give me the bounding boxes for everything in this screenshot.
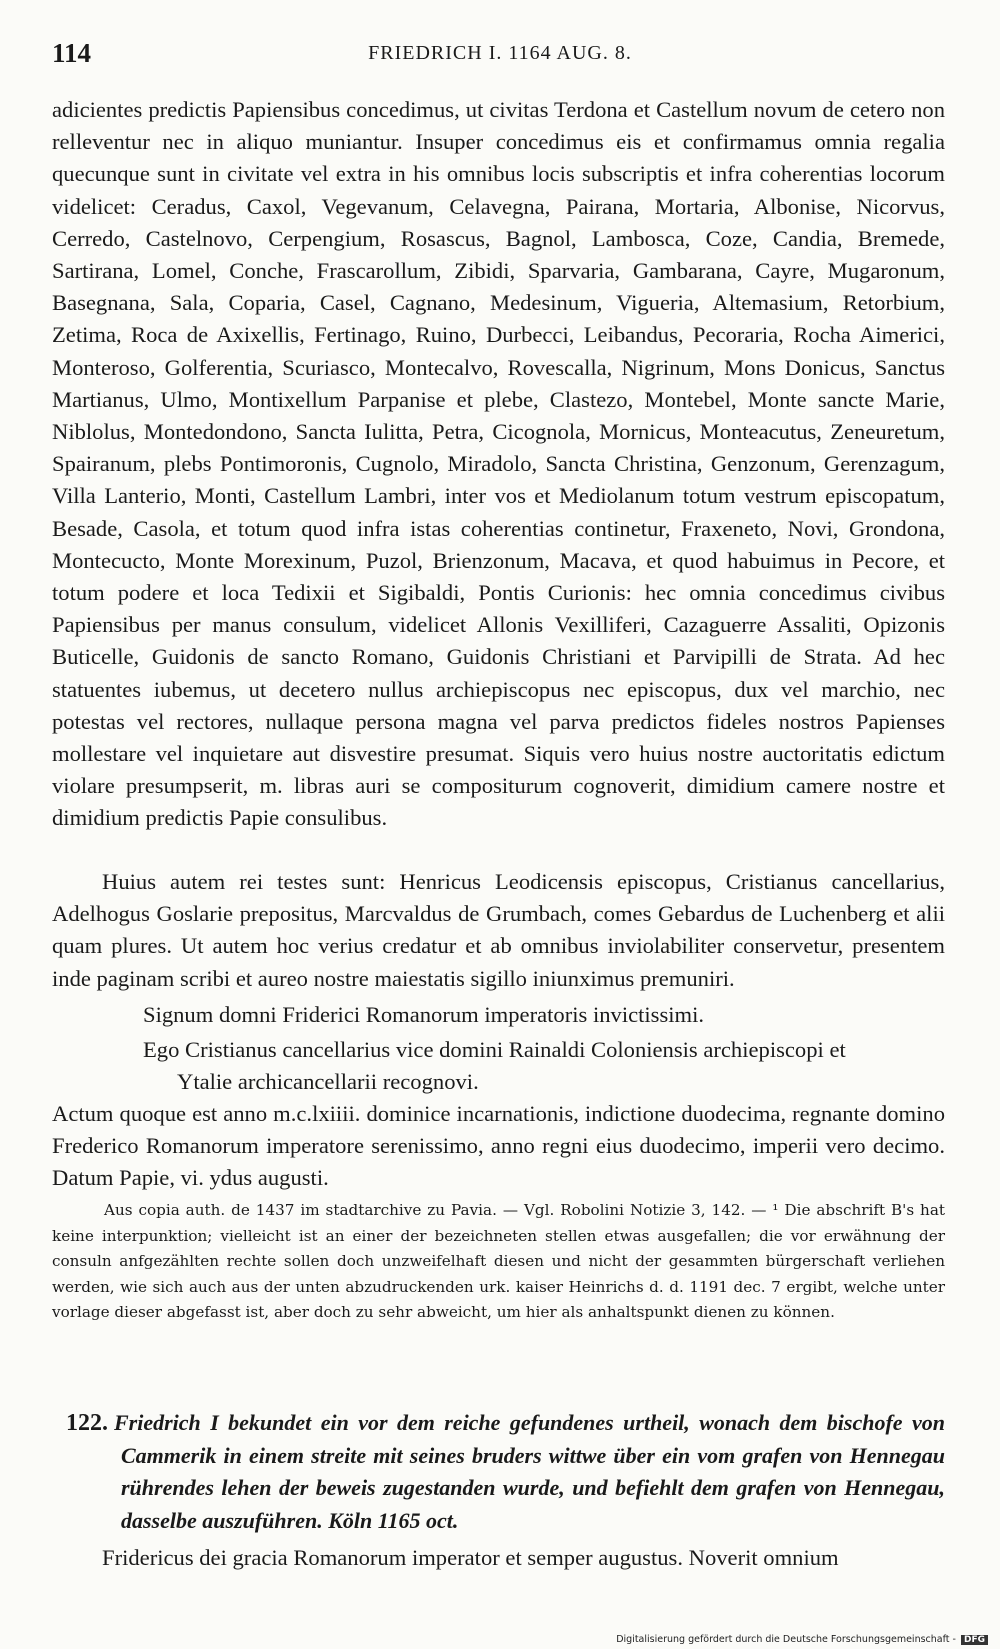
page-header — [52, 38, 948, 72]
running-title: FRIEDRICH I. 1164 AUG. 8. — [368, 42, 632, 64]
entry-number: 122. — [66, 1410, 108, 1436]
witness-paragraph: Huius autem rei testes sunt: Henricus Leodicensis episcopus, Cristianus cancellarius, Adelhogus Goslarie prepositus, Marcvaldus de Grumbach, comes Gebardus de Luchenberg et alii quam plures. Ut autem hoc verius credatur et ab omnibus inviolabiliter conservetur, presentem inde paginam scribi et aureo nostre maiestatis sigillo iniunximus premuniri. — [52, 869, 945, 991]
entry-summary: Friedrich I bekundet ein vor dem reiche gefundenes urtheil, wonach dem bischofe von Cammerik in einem streite mit seines bruders wittwe über ein vom grafen von Hennegau rührendes lehen der beweis zugestanden wurde, und befiehlt dem grafen von Hennegau, dasselbe auszuführen. Köln 1165 oct. — [114, 1410, 945, 1533]
recognition-line: Ego Cristianus cancellarius vice domini Rainaldi Coloniensis archiepiscopi et — [143, 1037, 846, 1062]
charter-text-paragraph: adicientes predictis Papiensibus concedimus, ut civitas Terdona et Castellum novum de cetero non relleventur nec in aliquo muniantur. Insuper concedimus eis et confirmamus omnia regalia quecunque sunt in civitate vel extra in his omnibus locis subscriptis et infra coherentias locorum videlicet: Ceradus, Caxol, Vegevanum, Celavegna, Pairana, Mortaria, Albonise, Nicorvus, Cerredo, Castelnovo, Cerpengium, Rosascus, Bagnol, Lambosca, Coze, Candia, Bremede, Sartirana, Lomel, Conche, Frascarollum, Zibidi, Sparvaria, Gambarana, Cayre, Mugaronum, Basegnana, Sala, Coparia, Casel, Cagnano, Medesinum, Vigueria, Altemasium, Retorbium, Zetima, Roca de Axixellis, Fertinago, Ruino, Durbecci, Leibandus, Pecoraria, Rocha Aimerici, Monteroso, Golferentia, Scuriasco, Montecalvo, Rovescalla, Nigrinum, Mons Donicus, Sanctus Martianus, Ulmo, Montixellum Parpanise et plebe, Clastezo, Montebel, Monte sancte Marie, Niblolus, Montedondono, Sancta Iulitta, Petra, Cicognola, Mornicus, Monteacutus, Zeneuretum, Spairanum, plebs Pontimoronis, Cugnolo, Miradolo, Sancta Christina, Genzonum, Gerenzagum, Villa Lanterio, Monti, Castellum Lambri, inter vos et Mediolanum totum vestrum episcopatum, Besade, Casola, et totum quod infra istas coherentias continetur, Fraxeneto, Novi, Grondona, Montecucto, Monte Morexinum, Puzol, Brienzonum, Macava, et quod habuimus in Pecore, et totum podere et loca Tedixii et Sigibaldi, Pontis Curionis: hec omnia concedimus civibus Papiensibus per manus consulum, videlicet Allonis Vexilliferi, Cazaguerre Assaliti, Opizonis Buticelle, Guidonis de sancto Romano, Guidonis Christiani et Parvipilli de Strata. Ad hec statuentes iubemus, ut decetero nullus archiepiscopus nec episcopus, dux vel marchio, nec potestas vel rectores, nullaque persona magna vel parva predictos fideles nostros Papienses mollestare vel inquietare aut disvestire presumat. Siquis vero huius nostre auctoritatis edictum violare presumpserit, m. libras auri se compositurum cognoverit, dimidium camere nostre et dimidium predictis Papie consulibus. — [52, 97, 945, 831]
dfg-logo-icon: DFG — [961, 1635, 988, 1645]
recognition-block — [143, 1034, 945, 1098]
credit-text: Digitalisierung gefördert durch die Deutsche Forschungsgemeinschaft - — [616, 1634, 956, 1645]
editorial-notes: Aus copia auth. de 1437 im stadtarchive zu Pavia. — Vgl. Robolini Notizie 3, 142. — ¹ Die abschrift B's hat keine interpunktion; vielleicht ist an einer der bezeichneten stellen etwas ausgefallen; die vor erwähnung der consuln anfgezählten rechte sollen doch unzweifelhaft diesen und nicht der gesammten bürgerschaft verliehen werden, wie sich auch aus der unten abzudruckenden urk. kaiser Heinrichs d. d. 1191 dec. 7 ergibt, welche unter vorlage dieser abgefasst ist, aber doch zu sehr abweicht, um hier als anhaltspunkt dienen zu können. — [52, 1201, 945, 1322]
recognition-line-continued: Ytalie archicancellarii recognovi. — [177, 1069, 479, 1095]
digitization-credit — [616, 1634, 988, 1645]
signum-line: Signum domni Friderici Romanorum imperatoris invictissimi. — [143, 1002, 705, 1027]
entry-opening-text: Fridericus dei gracia Romanorum imperator et semper augustus. Noverit omnium — [102, 1545, 839, 1570]
dating-clause: Actum quoque est anno m.c.lxiiii. dominice incarnationis, indictione duodecima, regnante domino Frederico Romanorum imperatore serenissimo, anno regni eius duodecimo, imperii vero decimo. Datum Papie, vi. ydus augusti. — [52, 1101, 945, 1191]
entry-heading — [66, 1407, 945, 1537]
page-number: 114 — [52, 38, 92, 68]
